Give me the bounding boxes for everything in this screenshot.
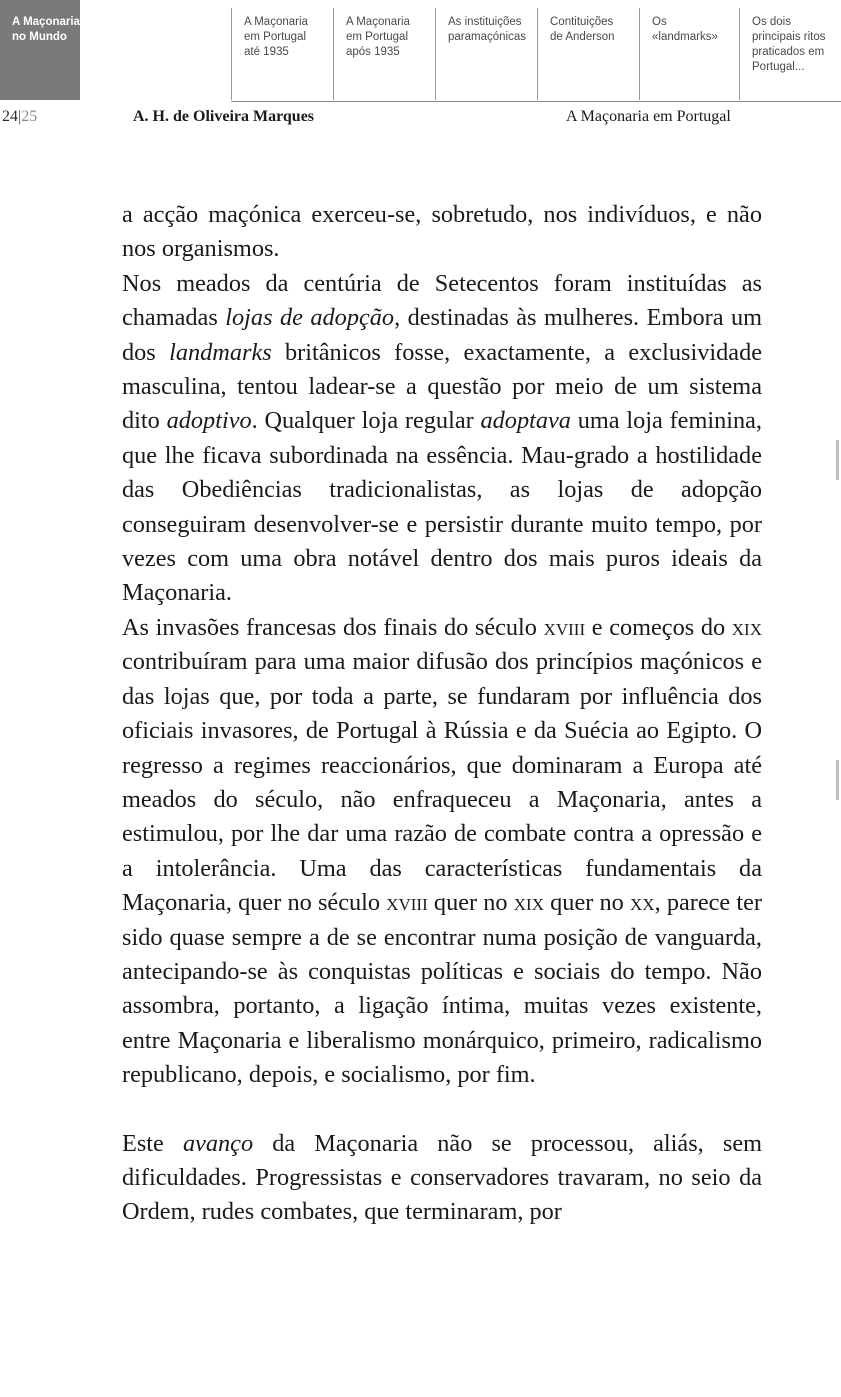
tab-label-line: em Portugal [346,31,409,43]
tab-label-line: de Anderson [550,31,615,43]
running-header [0,108,841,134]
tab-contituicoes-anderson[interactable] [537,8,639,100]
text-run: , destinadas às mulheres. Embora um dos [122,304,762,366]
tab-label-line: principais ritos [752,31,826,43]
italic-term: lojas de adopção [225,304,395,332]
tab-label-line: no Mundo [12,31,67,43]
book-title: A Maçonaria em Portugal [566,108,731,125]
tab-label-line: Os [652,16,667,28]
century-numeral: xviii [386,889,428,917]
tab-maconaria-portugal-apos-1935[interactable] [333,8,435,100]
tab-label-line: As instituições [448,16,522,28]
tabs-divider [231,101,841,102]
scan-margin-mark [836,760,839,800]
text-run: . Qualquer loja regular [251,407,481,435]
text-run: a acção maçónica exerceu-se, sobretudo, nos indivíduos, e não nos organismos. [122,201,762,263]
text-run: e começos do [585,613,732,641]
tab-label-line: «landmarks» [652,31,718,43]
page-number-separator: | [18,108,22,125]
text-run: Este [122,1129,183,1157]
paragraph [122,198,762,267]
text-run: contribuíram para uma maior difusão dos princípios maçónicos e das lojas que, por toda a parte, se fundaram por influência dos oficiais invasores, de Portugal à Rússia e da Suécia ao Egipto. O regresso a regimes reaccionários, que dominaram a Europa até meados do século, não enfraqueceu a Maçonaria, antes a estimulou, por lhe dar uma razão de combate contra a opressão e a intolerância. Uma das características fundamentais da Maçonaria, quer no século [122,648,762,917]
tab-label-line: Portugal... [752,61,805,73]
page-number-right: 25 [21,108,38,125]
tab-label-line: até 1935 [244,46,289,58]
author-name: A. H. de Oliveira Marques [133,108,315,125]
tab-instituicoes-paramaconicas[interactable] [435,8,537,100]
italic-term: adoptivo [166,407,252,435]
century-numeral: xviii [543,613,586,641]
text-run: britânicos fosse, exactamente, a exclusividade masculina, tentou ladear-se a questão por meio de um sistema dito [122,338,762,435]
paragraph [122,611,762,1093]
tab-maconaria-portugal-ate-1935[interactable] [231,8,333,100]
century-numeral: xx [630,889,655,917]
text-run: da Maçonaria não se processou, aliás, sem dificuldades. Progressistas e conservadores travaram, no seio da Ordem, rudes combates, que terminaram, por [122,1129,762,1226]
century-numeral: xix [731,613,762,641]
text-run: quer no [543,889,630,917]
paragraph [122,267,762,611]
tab-label-line: A Maçonaria [12,16,80,28]
body-text [122,198,762,1230]
text-run: Nos meados da centúria de Setecentos foram instituídas as chamadas [122,269,762,332]
italic-term: adoptava [480,407,571,435]
text-run: , parece ter sido quase sempre a de se encontrar numa posição de vanguarda, antecipando-se às conquistas políticas e sociais do tempo. Não assombra, portanto, a ligação íntima, muitas vezes existente, entre Maçonaria e liberalismo monárquico, primeiro, radicalismo republicano, depois, e socialismo, por fim. [122,889,762,1089]
italic-term: landmarks [169,338,272,366]
tab-maconaria-no-mundo[interactable] [0,0,80,100]
tab-label-line: praticados em [752,46,825,58]
tab-label-line: Contituições [550,16,614,28]
page-numbers [2,108,37,126]
tab-dois-principais-ritos[interactable] [739,8,841,100]
page-number-left: 24 [2,108,18,125]
text-run: As invasões francesas dos finais do século [122,613,544,641]
paragraph [122,1127,762,1230]
century-numeral: xix [513,889,544,917]
text-run: quer no [427,889,514,917]
tab-label-line: A Maçonaria [244,16,308,28]
tab-label-line: Os dois [752,16,791,28]
tab-label-line: em Portugal [244,31,307,43]
section-tabs [0,0,841,105]
tab-landmarks[interactable] [639,8,739,100]
tab-label-line: paramaçónicas [448,31,526,43]
italic-term: avanço [182,1129,254,1157]
tab-label-line: após 1935 [346,46,400,58]
scan-margin-mark [836,440,839,480]
tab-label-line: A Maçonaria [346,16,410,28]
text-run: uma loja feminina, que lhe ficava subordinada na essência. Mau-grado a hostilidade das Obediências tradicionalistas, as lojas de adopção conseguiram desenvolver-se e persistir durante muito tempo, por vezes com uma obra notável dentro dos mais puros ideais da Maçonaria. [122,407,762,607]
